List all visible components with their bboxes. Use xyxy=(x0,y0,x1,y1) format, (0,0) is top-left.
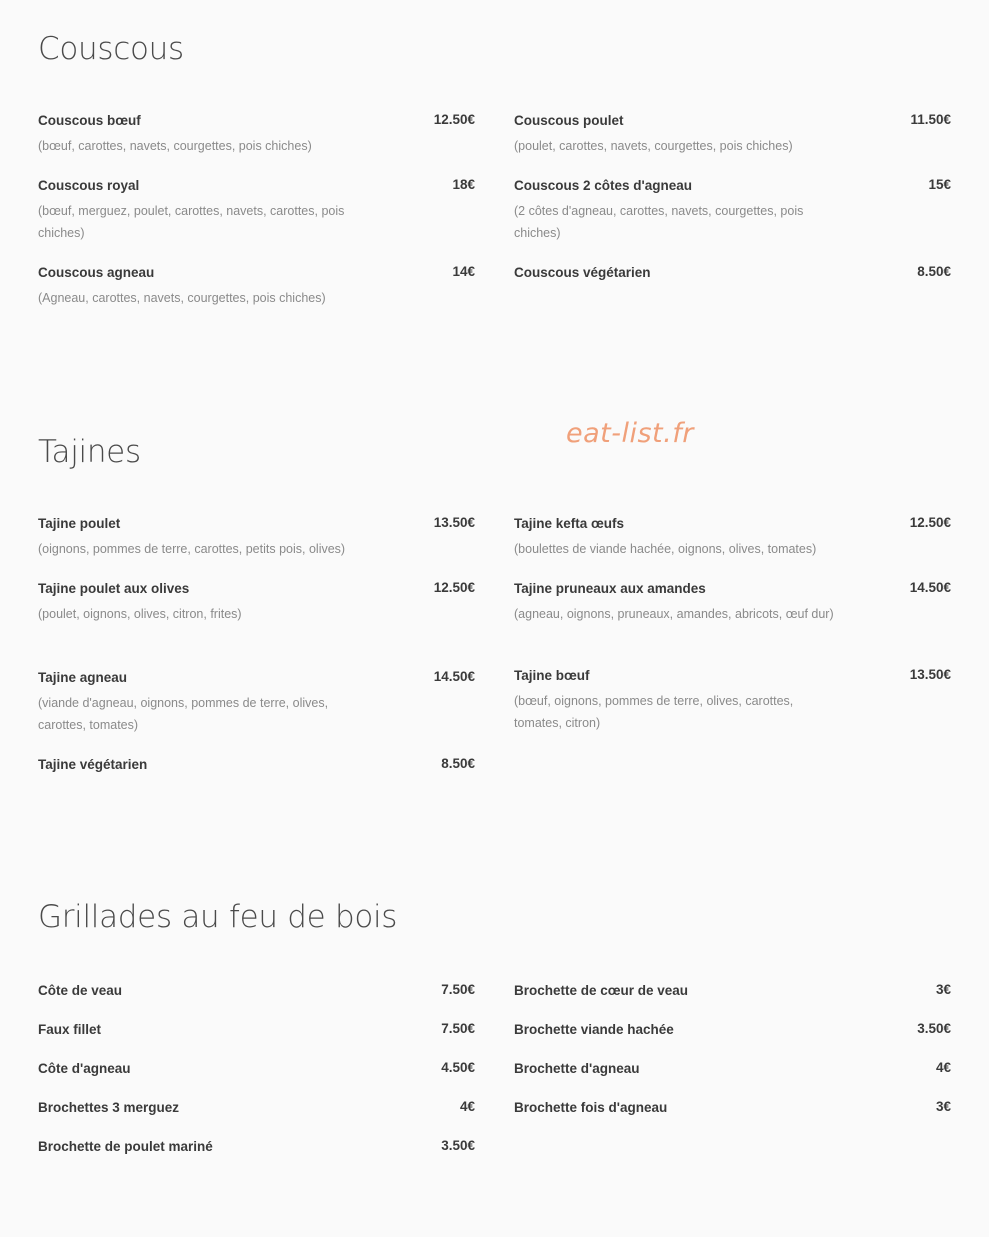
section-title: Tajines xyxy=(38,434,141,470)
item-name: Tajine kefta œufs xyxy=(514,516,625,531)
menu-item xyxy=(38,177,475,244)
menu-item xyxy=(38,1099,475,1117)
item-price: 13.50€ xyxy=(909,667,951,682)
item-price: 3.50€ xyxy=(917,1021,951,1036)
item-description: (oignons, pommes de terre, carottes, petits pois, olives) xyxy=(38,542,346,556)
menu-item xyxy=(514,1060,951,1078)
menu-item xyxy=(514,982,951,1000)
menu-item xyxy=(514,515,951,560)
item-name: Brochette de poulet mariné xyxy=(38,1139,213,1154)
menu-item xyxy=(38,1138,475,1156)
item-description: (poulet, oignons, olives, citron, frites) xyxy=(38,607,242,621)
item-description: (viande d'agneau, oignons, pommes de terre, olives, carottes, tomates) xyxy=(38,696,329,732)
item-price: 8.50€ xyxy=(441,756,475,771)
menu-item xyxy=(38,264,475,309)
item-name: Brochette viande hachée xyxy=(514,1022,674,1037)
menu-item xyxy=(38,112,475,157)
item-price: 15€ xyxy=(928,177,951,192)
watermark: eat-list.fr xyxy=(566,418,694,449)
item-name: Brochettes 3 merguez xyxy=(38,1100,180,1115)
section-title: Couscous xyxy=(38,31,184,67)
item-price: 18€ xyxy=(452,177,475,192)
item-name: Brochette d'agneau xyxy=(514,1061,640,1076)
item-name: Brochette de cœur de veau xyxy=(514,983,689,998)
item-description: (Agneau, carottes, navets, courgettes, pois chiches) xyxy=(38,291,326,305)
menu-item xyxy=(38,982,475,1000)
menu-item xyxy=(514,1099,951,1117)
section-grillades xyxy=(38,898,951,1154)
menu-item xyxy=(514,667,951,734)
section-couscous xyxy=(38,30,951,305)
item-price: 3€ xyxy=(935,1099,951,1114)
section-tajines xyxy=(38,433,951,772)
item-price: 14.50€ xyxy=(433,669,475,684)
item-name: Brochette fois d'agneau xyxy=(514,1100,668,1115)
item-name: Côte d'agneau xyxy=(38,1061,131,1076)
item-price: 3.50€ xyxy=(441,1138,475,1153)
menu-item xyxy=(514,264,951,282)
item-name: Tajine agneau xyxy=(38,670,128,685)
menu-item xyxy=(38,669,475,736)
item-price: 4.50€ xyxy=(441,1060,475,1075)
menu-item xyxy=(38,1021,475,1039)
item-name: Côte de veau xyxy=(38,983,123,998)
item-description: (agneau, oignons, pruneaux, amandes, abricots, œuf dur) xyxy=(514,607,834,621)
item-price: 8.50€ xyxy=(917,264,951,279)
item-description: (bœuf, oignons, pommes de terre, olives, carottes, tomates, citron) xyxy=(514,694,794,730)
item-name: Tajine poulet xyxy=(38,516,121,531)
menu-item xyxy=(514,177,951,244)
menu-item xyxy=(38,1060,475,1078)
item-name: Couscous 2 côtes d'agneau xyxy=(514,178,693,193)
item-name: Tajine bœuf xyxy=(514,668,590,683)
item-price: 11.50€ xyxy=(910,112,951,127)
item-price: 14.50€ xyxy=(909,580,951,595)
item-price: 3€ xyxy=(935,982,951,997)
item-price: 4€ xyxy=(459,1099,475,1114)
item-price: 7.50€ xyxy=(441,982,475,997)
menu-item xyxy=(38,515,475,560)
item-name: Couscous bœuf xyxy=(38,113,141,128)
item-name: Couscous royal xyxy=(38,178,140,193)
menu-item xyxy=(38,580,475,625)
item-name: Couscous poulet xyxy=(514,113,624,128)
item-name: Tajine végétarien xyxy=(38,757,148,772)
menu-item xyxy=(514,1021,951,1039)
section-title: Grillades au feu de bois xyxy=(38,899,398,935)
menu-item xyxy=(514,112,951,157)
item-price: 12.50€ xyxy=(909,515,951,530)
item-price: 4€ xyxy=(935,1060,951,1075)
menu-item xyxy=(514,580,951,625)
menu-item xyxy=(38,756,475,774)
item-name: Faux fillet xyxy=(38,1022,102,1037)
item-price: 12.50€ xyxy=(433,112,475,127)
item-price: 13.50€ xyxy=(433,515,475,530)
item-description: (poulet, carottes, navets, courgettes, pois chiches) xyxy=(514,139,793,153)
item-description: (2 côtes d'agneau, carottes, navets, courgettes, pois chiches) xyxy=(514,204,804,240)
item-price: 12.50€ xyxy=(433,580,475,595)
item-name: Tajine poulet aux olives xyxy=(38,581,190,596)
item-price: 7.50€ xyxy=(441,1021,475,1036)
item-name: Couscous végétarien xyxy=(514,265,651,280)
item-name: Couscous agneau xyxy=(38,265,155,280)
item-price: 14€ xyxy=(452,264,475,279)
item-name: Tajine pruneaux aux amandes xyxy=(514,581,706,596)
item-description: (boulettes de viande hachée, oignons, olives, tomates) xyxy=(514,542,817,556)
item-description: (bœuf, merguez, poulet, carottes, navets, carottes, pois chiches) xyxy=(38,204,345,240)
item-description: (bœuf, carottes, navets, courgettes, pois chiches) xyxy=(38,139,312,153)
